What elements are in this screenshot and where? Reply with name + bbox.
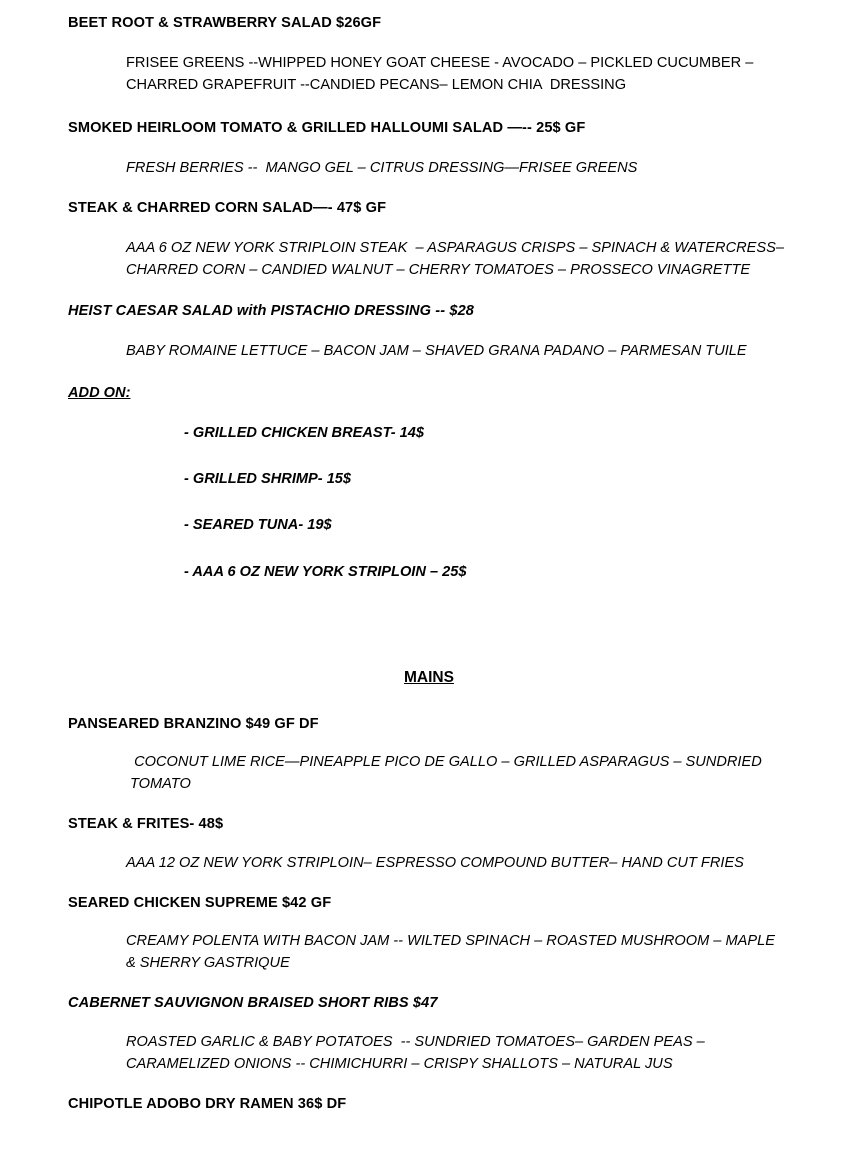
- menu-item-description: AAA 12 OZ NEW YORK STRIPLOIN– ESPRESSO COMPOUND BUTTER– HAND CUT FRIES: [126, 854, 744, 871]
- add-on-option: - SEARED TUNA- 19$: [184, 517, 332, 534]
- menu-item-name: CABERNET SAUVIGNON BRAISED SHORT RIBS $47: [68, 995, 438, 1012]
- menu-item-name: HEIST CAESAR SALAD with PISTACHIO DRESSING -- $28: [68, 302, 474, 319]
- menu-item: [68, 14, 790, 97]
- menu-item: [68, 715, 790, 796]
- menu-item: [68, 302, 790, 362]
- add-on-option: - AAA 6 OZ NEW YORK STRIPLOIN – 25$: [184, 563, 467, 580]
- menu-item: [68, 1095, 790, 1113]
- menu-item-name: SEARED CHICKEN SUPREME $42 GF: [68, 894, 332, 911]
- menu-item: [68, 815, 790, 873]
- menu-item: [68, 894, 790, 975]
- menu-item-name: STEAK & CHARRED CORN SALAD—- 47$ GF: [68, 199, 387, 216]
- add-on-option: - GRILLED CHICKEN BREAST- 14$: [184, 424, 425, 441]
- top-spacer: [68, 0, 790, 14]
- mains-spacer: [68, 687, 790, 715]
- menu-item-name: CHIPOTLE ADOBO DRY RAMEN 36$ DF: [68, 1096, 347, 1113]
- menu-item-description: CREAMY POLENTA WITH BACON JAM -- WILTED SPINACH – ROASTED MUSHROOM – MAPLE & SHERRY GASTRIQUE: [126, 933, 780, 972]
- section-spacer: [68, 609, 790, 669]
- add-on-list: [184, 424, 790, 581]
- menu-item-name: BEET ROOT & STRAWBERRY SALAD $26GF: [68, 15, 382, 31]
- add-on-section: [68, 384, 790, 581]
- menu-item-description: FRESH BERRIES -- MANGO GEL – CITRUS DRESSING—FRISEE GREENS: [126, 159, 638, 176]
- add-on-option: - GRILLED SHRIMP- 15$: [184, 471, 352, 488]
- mains-heading: [68, 669, 790, 687]
- menu-item-name: STEAK & FRITES- 48$: [68, 816, 224, 833]
- menu-item-description: FRISEE GREENS --WHIPPED HONEY GOAT CHEESE - AVOCADO – PICKLED CUCUMBER – CHARRED GRAPEFRUIT --CANDIED PECANS– LEMON CHIA DRESSING: [126, 55, 758, 94]
- menu-item-name: PANSEARED BRANZINO $49 GF DF: [68, 715, 319, 732]
- menu-item-description: COCONUT LIME RICE—PINEAPPLE PICO DE GALLO – GRILLED ASPARAGUS – SUNDRIED TOMATO: [130, 754, 766, 793]
- menu-item: [68, 994, 790, 1075]
- add-on-label: ADD ON:: [68, 384, 131, 401]
- menu-item: [68, 119, 790, 179]
- menu-item-name: SMOKED HEIRLOOM TOMATO & GRILLED HALLOUMI SALAD —-- 25$ GF: [68, 119, 586, 136]
- section-title: MAINS: [404, 668, 454, 686]
- menu-item-description: AAA 6 OZ NEW YORK STRIPLOIN STEAK – ASPARAGUS CRISPS – SPINACH & WATERCRESS– CHARRED CORN – CANDIED WALNUT – CHERRY TOMATOES – PROSSECO VINAGRETTE: [126, 240, 789, 279]
- menu-item: [68, 199, 790, 282]
- menu-item-description: BABY ROMAINE LETTUCE – BACON JAM – SHAVED GRANA PADANO – PARMESAN TUILE: [126, 342, 747, 359]
- menu-item-description: ROASTED GARLIC & BABY POTATOES -- SUNDRIED TOMATOES– GARDEN PEAS – CARAMELIZED ONIONS -- CHIMICHURRI – CRISPY SHALLOTS – NATURAL JUS: [126, 1033, 709, 1072]
